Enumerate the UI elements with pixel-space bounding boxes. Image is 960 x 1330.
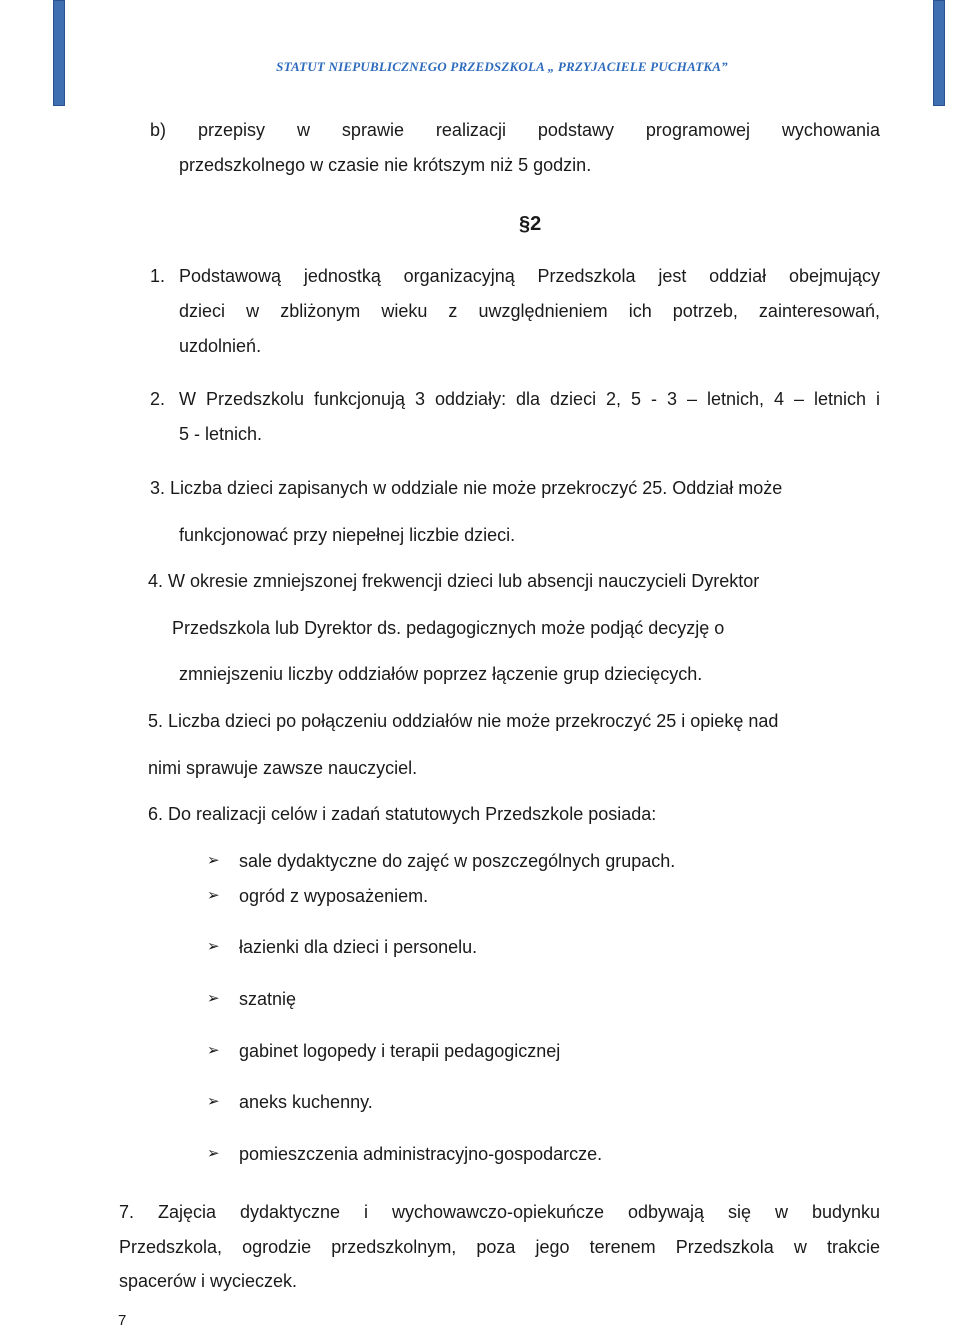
list-item: szatnię [239,989,297,1009]
item-5-line-2: nimi sprawuje zawsze nauczyciel. [148,758,418,778]
item-2-line-2: 5 - letnich. [179,424,263,444]
page-header: STATUT NIEPUBLICZNEGO PRZEDSZKOLA „ PRZYJACIELE PUCHATKA” [276,59,728,74]
item-1-line-1: Podstawową jednostką organizacyjną Przedszkola jest oddział obejmujący [179,266,880,286]
item-3-line-1: 3. Liczba dzieci zapisanych w oddziale nie może przekroczyć 25. Oddział może [150,478,783,498]
list-item: sale dydaktyczne do zajęć w poszczególnych grupach. [239,851,676,871]
arrow-bullet-icon: ➢ [207,1145,220,1162]
left-margin-bar [53,0,65,106]
item-7-line-2: Przedszkola, ogrodzie przedszkolnym, poza jego terenem Przedszkola w trakcie [119,1237,880,1257]
arrow-bullet-icon: ➢ [207,938,220,955]
right-margin-bar [933,0,945,106]
item-4-line-1: 4. W okresie zmniejszonej frekwencji dzieci lub absencji nauczycieli Dyrektor [148,571,760,591]
arrow-bullet-icon: ➢ [207,852,220,869]
item-4-line-2: Przedszkola lub Dyrektor ds. pedagogicznych może podjąć decyzję o [172,618,725,638]
item-1-line-2: dzieci w zbliżonym wieku z uwzględnieniem ich potrzeb, zainteresowań, [179,301,880,321]
item-5-line-1: 5. Liczba dzieci po połączeniu oddziałów nie może przekroczyć 25 i opiekę nad [148,711,779,731]
item-b-line-2: przedszkolnego w czasie nie krótszym niż 5 godzin. [179,155,592,175]
arrow-bullet-icon: ➢ [207,1042,220,1059]
item-4-line-3: zmniejszeniu liczby oddziałów poprzez łączenie grup dziecięcych. [179,664,703,684]
item-6-line-1: 6. Do realizacji celów i zadań statutowych Przedszkole posiada: [148,804,657,824]
item-3-line-2: funkcjonować przy niepełnej liczbie dzieci. [179,525,516,545]
item-2-number: 2. [150,389,166,409]
item-1-line-3: uzdolnień. [179,336,262,356]
list-item: aneks kuchenny. [239,1092,373,1112]
list-item: gabinet logopedy i terapii pedagogicznej [239,1041,561,1061]
item-b-line-1: b) przepisy w sprawie realizacji podstawy programowej wychowania [150,120,880,140]
item-1-number: 1. [150,266,166,286]
arrow-bullet-icon: ➢ [207,990,220,1007]
section-heading: §2 [519,213,542,235]
item-2-line-1: W Przedszkolu funkcjonują 3 oddziały: dla dzieci 2, 5 - 3 – letnich, 4 – letnich i [179,389,880,409]
arrow-bullet-icon: ➢ [207,887,220,904]
page-number: 7 [118,1312,127,1329]
item-7-line-3: spacerów i wycieczek. [119,1271,298,1291]
item-7-line-1: 7. Zajęcia dydaktyczne i wychowawczo-opiekuńcze odbywają się w budynku [119,1202,880,1222]
list-item: ogród z wyposażeniem. [239,886,429,906]
list-item: pomieszczenia administracyjno-gospodarcze. [239,1144,603,1164]
list-item: łazienki dla dzieci i personelu. [239,937,478,957]
arrow-bullet-icon: ➢ [207,1093,220,1110]
